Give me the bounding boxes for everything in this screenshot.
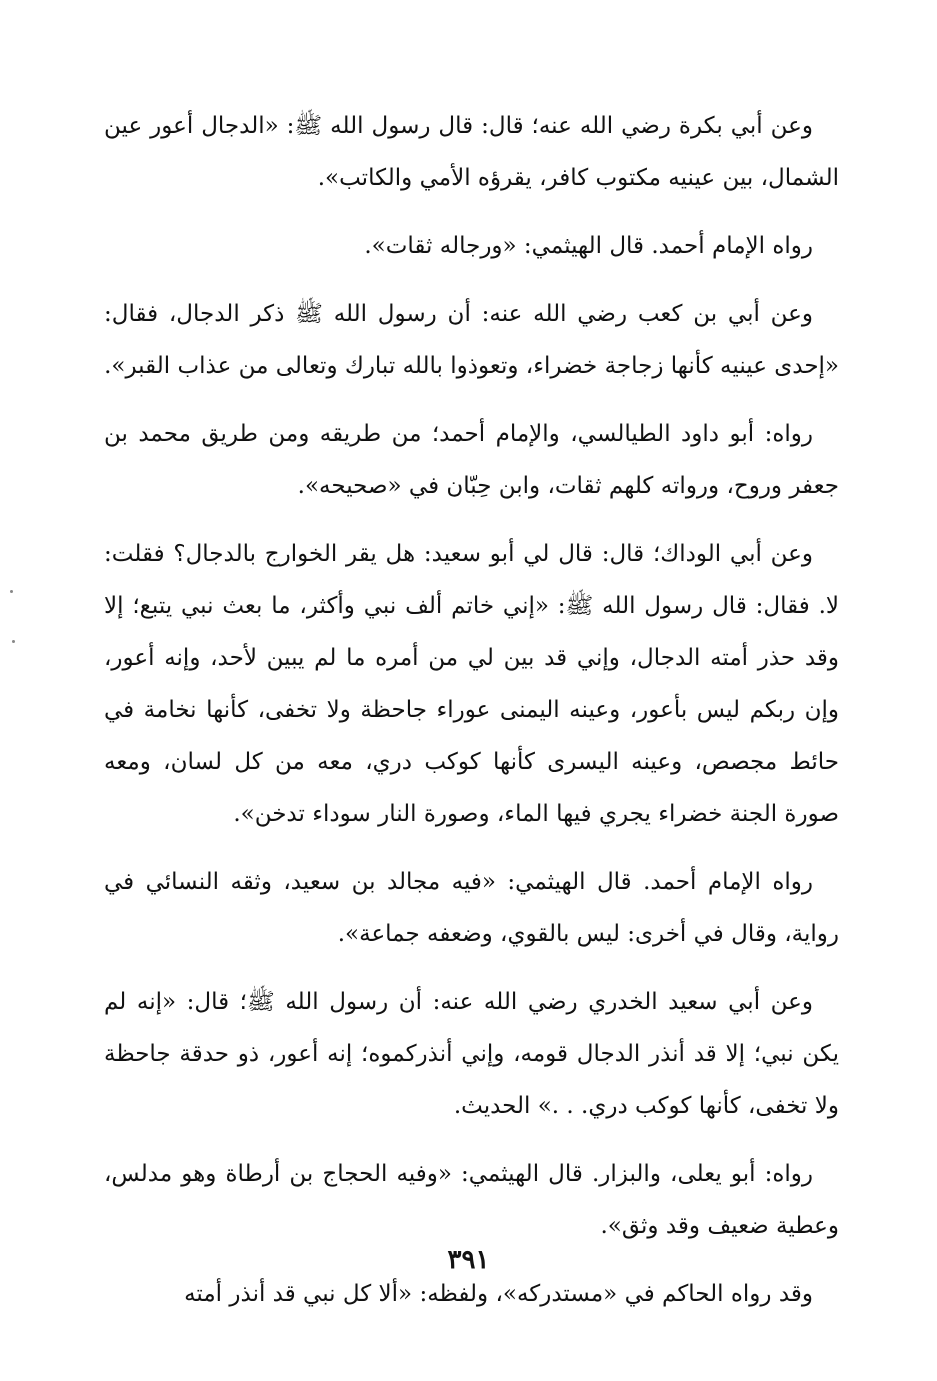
paragraph-hakim-mustadrak: وقد رواه الحاكم في «مستدركه»، ولفظه: «ألا كل نبي قد أنذر أمته xyxy=(184,1281,813,1307)
scan-speck xyxy=(12,640,15,643)
paragraph-hadith-abi-bakra: وعن أبي بكرة رضي الله عنه؛ قال: قال رسول الله ﷺ: «الدجال أعور عين الشمال، بين عينيه مكتوب كافر، يقرؤه الأمي والكاتب». xyxy=(104,113,839,191)
page-number: ٣٩١ xyxy=(447,1245,490,1275)
paragraph-hadith-ubayy: وعن أبي بن كعب رضي الله عنه: أن رسول الله ﷺ ذكر الدجال، فقال: «إحدى عينيه كأنها زجاجة خضراء، وتعوذوا بالله تبارك وتعالى من عذاب القبر». xyxy=(104,301,839,379)
paragraph-hadith-abi-said: وعن أبي سعيد الخدري رضي الله عنه: أن رسول الله ﷺ؛ قال: «إنه لم يكن نبي؛ إلا قد أنذر الدجال قومه، وإني أنذركموه؛ إنه أعور، ذو حدقة جاحظة ولا تخفى، كأنها كوكب دري. . .» الحديث. xyxy=(104,989,839,1119)
scan-speck xyxy=(10,590,13,593)
paragraph-abu-yala-attribution: رواه: أبو يعلى، والبزار. قال الهيثمي: «وفيه الحجاج بن أرطاة وهو مدلس، وعطية ضعيف وقد وثق». xyxy=(104,1161,839,1239)
page-body-text xyxy=(104,100,839,1336)
paragraph-hadith-abi-alwaddak: وعن أبي الوداك؛ قال: قال لي أبو سعيد: هل يقر الخوارج بالدجال؟ فقلت: لا. فقال: قال رسول الله ﷺ: «إني خاتم ألف نبي وأكثر، ما بعث نبي يتبع؛ إلا وقد حذر أمته الدجال، وإني قد بين لي من أمره ما لم يبين لأحد، وإنه أعور، وإن ربكم ليس بأعور، وعينه اليمنى عوراء جاحظة ولا تخفى، كأنها نخامة في حائط مجصص، وعينه اليسرى كأنها كوكب دري، معه من كل لسان، ومعه صورة الجنة خضراء يجري فيها الماء، وصورة النار سوداء تدخن». xyxy=(104,541,839,827)
paragraph-ahmad-attribution-1: رواه الإمام أحمد. قال الهيثمي: «ورجاله ثقات». xyxy=(364,233,813,259)
paragraph-tayalisi-attribution: رواه: أبو داود الطيالسي، والإمام أحمد؛ من طريقه ومن طريق محمد بن جعفر وروح، ورواته كلهم ثقات، وابن حِبّان في «صحيحه». xyxy=(104,421,839,499)
paragraph-ahmad-attribution-2: رواه الإمام أحمد. قال الهيثمي: «فيه مجالد بن سعيد، وثقه النسائي في رواية، وقال في أخرى: ليس بالقوي، وضعفه جماعة». xyxy=(104,869,839,947)
